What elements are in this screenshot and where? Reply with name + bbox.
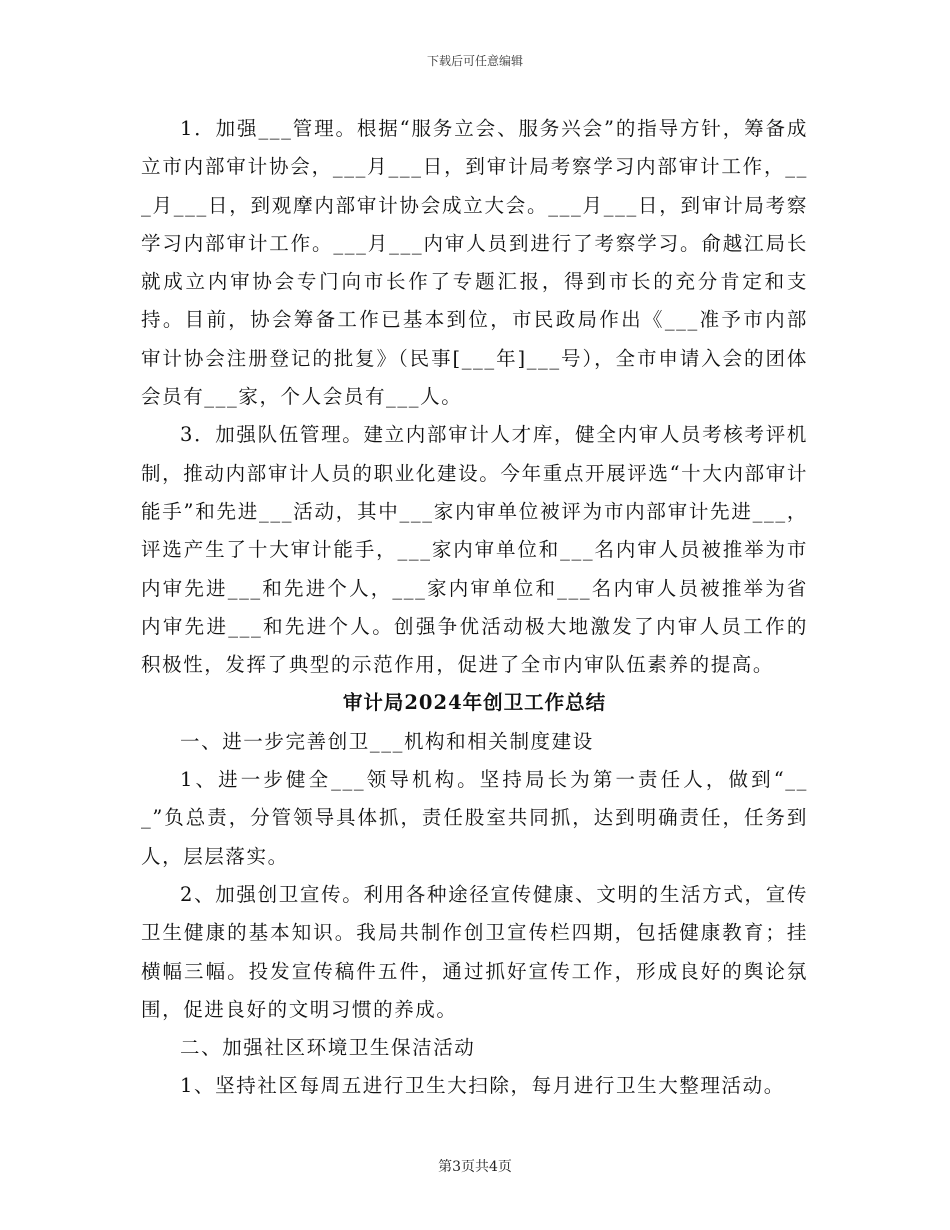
page-footer: 第3页共4页 bbox=[438, 1159, 512, 1175]
paragraph-leadership: 1、进一步健全___领导机构。坚持局长为第一责任人，做到“___”负总责，分管领导具体抓，责任股室共同抓，达到明确责任，任务到人，层层落实。 bbox=[141, 768, 808, 868]
paragraph-internal-audit-association: 1．加强___管理。根据“服务立会、服务兴会”的指导方针，筹备成立市内部审计协会，___月___日，到审计局考察学习内部审计工作，___月___日，到观摩内部审计协会成立大会。___月___日，到审计局考察学习内部审计工作。___月___内审人员到进行了考察学习。俞越江局长就成立内审协会专门向市长作了专题汇报，得到市长的充分肯定和支持。目前，协会筹备工作已基本到位，市民政局作出《___准予市内部审计协会注册登记的批复》（民事[___年]___号），全市申请入会的团体会员有___家，个人会员有___人。 bbox=[141, 117, 808, 409]
paragraph-publicity: 2、加强创卫宣传。利用各种途径宣传健康、文明的生活方式，宣传卫生健康的基本知识。我局共制作创卫宣传栏四期，包括健康教育；挂横幅三幅。投发宣传稿件五件，通过抓好宣传工作，形成良好的舆论氛围，促进良好的文明习惯的养成。 bbox=[141, 882, 808, 1021]
section-title: 审计局2024年创卫工作总结 bbox=[342, 691, 607, 715]
paragraph-team-management: 3．加强队伍管理。建立内部审计人才库，健全内审人员考核考评机制，推动内部审计人员的职业化建设。今年重点开展评选“十大内部审计能手”和先进___活动，其中___家内审单位被评为市内部审计先进___，评选产生了十大审计能手，___家内审单位和___名内审人员被推举为市内审先进___和先进个人，___家内审单位和___名内审人员被推举为省内审先进___和先进个人。创强争优活动极大地激发了内审人员工作的积极性，发挥了典型的示范作用，促进了全市内审队伍素养的提高。 bbox=[141, 423, 808, 677]
document-body bbox=[141, 110, 808, 1106]
paragraph-heading-1: 一、进一步完善创卫___机构和相关制度建设 bbox=[180, 729, 594, 753]
paragraph-weekly-cleaning: 1、坚持社区每周五进行卫生大扫除，每月进行卫生大整理活动。 bbox=[180, 1074, 785, 1098]
page-header: 下载后可任意编辑 bbox=[426, 54, 523, 68]
paragraph-heading-2: 二、加强社区环境卫生保洁活动 bbox=[180, 1036, 476, 1060]
